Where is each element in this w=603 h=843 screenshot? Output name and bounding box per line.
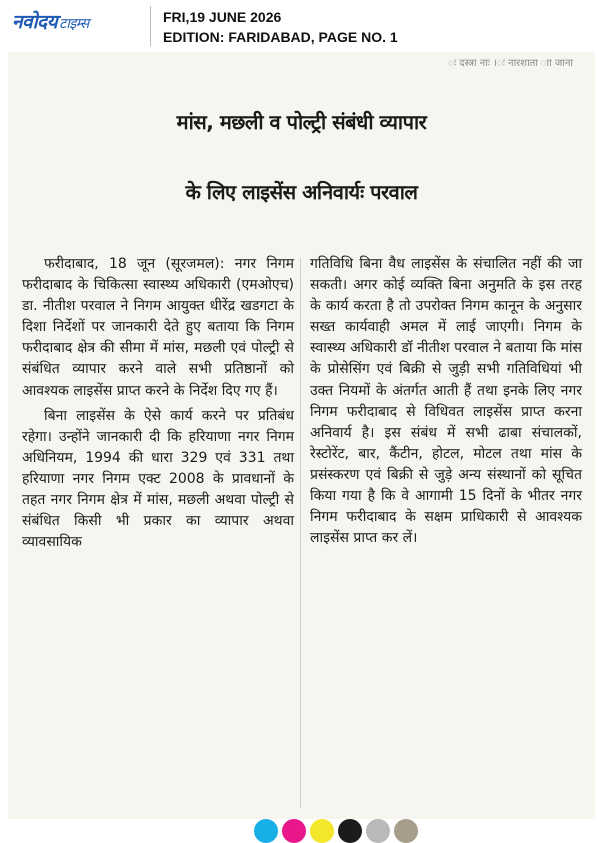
article-paragraph: गतिविधि बिना वैध लाइसेंस के संचालित नहीं की जा सकती। अगर कोई व्यक्ति बिना अनुमति के इस तरह के कार्य करता है तो उपरोक्त निगम कानून के अनुसार सख्त कार्यवाही अमल में लाई जाएगी। निगम के स्वास्थ्य अधिकारी डॉ नीतीश परवाल ने बताया कि मांस के प्रोसेसिंग एवं बिक्री से जुड़ी सभी गतिविधियां भी उक्त नियमों के अंतर्गत आती हैं तथा इनके लिए नगर निगम फरीदाबाद से विधिवत लाइसेंस प्राप्त करना अनिवार्य है। इस संबंध में सभी ढाबा संचालकों, रेस्टोरेंट, बार, कैंटीन, होटल, मोटल तथा मांस के प्रसंस्करण एवं बिक्री से जुड़े अन्य संस्थानों को सूचित किया गया है कि वे आगामी 15 दिनों के भीतर नगर निगम फरीदाबाद के सक्षम प्राधिकारी से आवश्यक लाइसेंस प्राप्त कर लें। (310, 256, 582, 547)
column-divider (300, 258, 301, 808)
cyan-swatch (254, 819, 278, 843)
issue-date: FRI,19 JUNE 2026 (163, 9, 282, 25)
print-color-registration-marks (254, 819, 434, 835)
article-column-right (310, 254, 582, 549)
magenta-swatch (282, 819, 306, 843)
page-header (0, 0, 603, 52)
logo-sub-text: टाइम्स (59, 16, 89, 32)
cropped-text-fragment: ः दस्त्रा नाः ।ः नारशाता ाा जाना (448, 58, 573, 69)
brown-gray-swatch (394, 819, 418, 843)
edition-info: EDITION: FARIDABAD, PAGE NO. 1 (163, 29, 398, 45)
gray-swatch (366, 819, 390, 843)
yellow-swatch (310, 819, 334, 843)
newspaper-logo[interactable] (12, 8, 89, 34)
article-paragraph: फरीदाबाद, 18 जून (सूरजमल): नगर निगम फरीदाबाद के चिकित्सा स्वास्थ्य अधिकारी (एमओएच) डा. नीतीश परवाल ने निगम आयुक्त धीरेंद्र खडगटा के दिशा निर्देशों पर जानकारी देते हुए बताया कि निगम फरीदाबाद क्षेत्र की सीमा में मांस, मछली एवं पोल्ट्री से संबंधित व्यापार करने वाले सभी प्रतिष्ठानों को आवश्यक लाइसेंस प्राप्त करने के निर्देश दिए गए हैं। (22, 256, 294, 399)
article-column-left (22, 254, 294, 553)
logo-main-text: नवोदय (12, 11, 58, 33)
header-divider (150, 6, 151, 46)
newspaper-clipping (8, 52, 595, 819)
headline-line-1: मांस, मछली व पोल्ट्री संबंधी व्यापार (176, 110, 427, 134)
headline-line-2: के लिए लाइसेंस अनिवार्यः परवाल (185, 180, 418, 204)
black-swatch (338, 819, 362, 843)
article-paragraph: बिना लाइसेंस के ऐसे कार्य करने पर प्रतिबंध रहेगा। उन्होंने जानकारी दी कि हरियाणा नगर निगम अधिनियम, 1994 की धारा 329 एवं 331 तथा हरियाणा नगर निगम एक्ट 2008 के प्रावधानों के तहत नगर निगम क्षेत्र में मांस, मछली अथवा पोल्ट्री से संबंधित किसी भी प्रकार का व्यापार अथवा व्यावसायिक (22, 407, 294, 551)
